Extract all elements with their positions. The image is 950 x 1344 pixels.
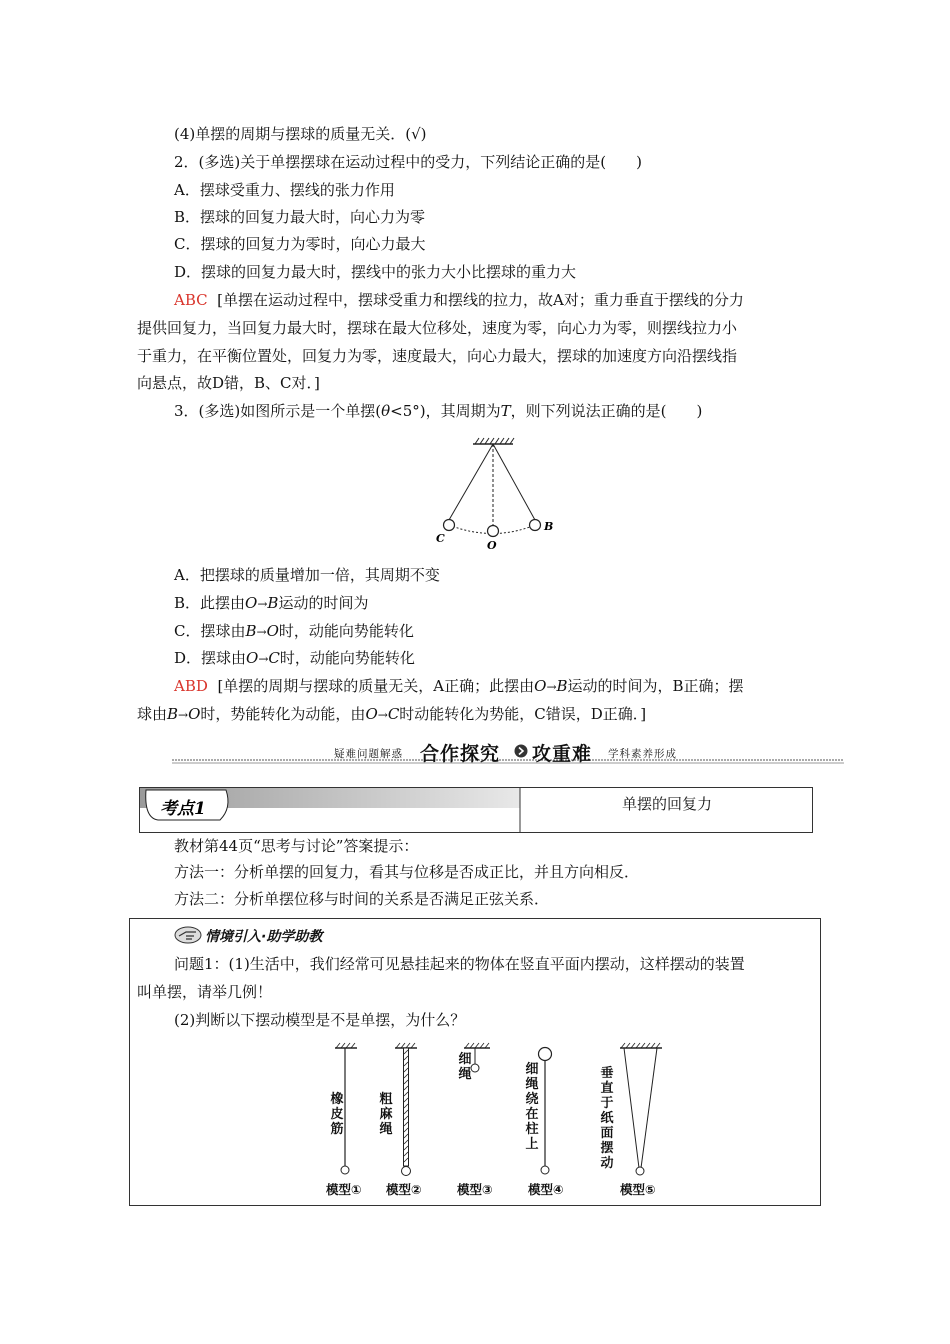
model-1-label: 模型① bbox=[326, 1182, 362, 1197]
q3-exp2-from2: O bbox=[365, 705, 378, 723]
textbook-line2: 方法一：分析单摆的回复力，看其与位移是否成正比，并且方向相反． bbox=[174, 863, 640, 881]
model-3-text: 细绳 bbox=[458, 1052, 472, 1082]
model-4-label: 模型④ bbox=[528, 1182, 564, 1197]
q3-answer: ABD bbox=[174, 677, 208, 695]
q2-answer: ABC bbox=[174, 291, 208, 309]
model-2-drawing bbox=[395, 1043, 417, 1176]
label-o: O bbox=[487, 539, 497, 552]
q3-optc-post: 时，动能向势能转化 bbox=[278, 622, 414, 640]
arrow-icon: → bbox=[257, 597, 268, 611]
q3-optc-pre: C．摆球由 bbox=[174, 622, 246, 640]
q3-period-symbol: T bbox=[500, 402, 511, 420]
q3-exp2-to1: O bbox=[188, 705, 201, 723]
q2-stem: 2．(多选)关于单摆摆球在运动过程中的受力，下列结论正确的是( ) bbox=[174, 153, 642, 171]
arrow-icon: → bbox=[256, 625, 267, 639]
model-2-label: 模型② bbox=[386, 1182, 422, 1197]
model-5-drawing bbox=[620, 1043, 662, 1175]
q3-exp2-a: 球由 bbox=[137, 705, 168, 723]
arrow-icon: → bbox=[546, 680, 557, 694]
kaodian-tag: 考点1 bbox=[160, 799, 206, 819]
arrow-icon: → bbox=[258, 652, 269, 666]
chevron-right-icon bbox=[514, 744, 528, 758]
q3-exp2-from1: B bbox=[167, 705, 179, 723]
bob-o bbox=[488, 526, 499, 537]
model-5-label: 模型⑤ bbox=[620, 1182, 656, 1197]
banner-rule bbox=[172, 758, 844, 766]
banner-title-part2: 攻重难 bbox=[532, 743, 593, 765]
bob-b bbox=[530, 520, 541, 531]
q3-optc-from: B bbox=[245, 622, 257, 640]
q2-option-d: D．摆球的回复力最大时，摆线中的张力大小比摆球的重力大 bbox=[174, 263, 577, 281]
q3-optd-to: C bbox=[268, 649, 280, 667]
arrow-icon: → bbox=[377, 708, 388, 722]
q3-optc-to: O bbox=[266, 622, 279, 640]
kaodian-tag-graphic bbox=[140, 788, 522, 832]
q3-theta: θ bbox=[381, 402, 391, 420]
q2-explanation-line2: 提供回复力，当回复力最大时，摆球在最大位移处，速度为零，向心力为零，则摆线拉力小 bbox=[137, 319, 738, 337]
q3-option-a: A．把摆球的质量增加一倍，其周期不变 bbox=[174, 566, 440, 584]
model-4-text: 细绳绕在柱上 bbox=[525, 1062, 539, 1152]
arrow-icon: → bbox=[178, 708, 189, 722]
q3-exp1-from: O bbox=[534, 677, 547, 695]
q3-exp1-to: B bbox=[556, 677, 568, 695]
model-5-text: 垂直于纸面摆动 bbox=[600, 1066, 614, 1171]
q2-option-a: A．摆球受重力、摆线的张力作用 bbox=[174, 181, 395, 199]
model-4-drawing bbox=[539, 1048, 552, 1175]
label-c: C bbox=[436, 532, 445, 545]
banner-title-part1: 合作探究 bbox=[420, 743, 501, 765]
q3-optd-pre: D．摆球由 bbox=[174, 649, 247, 667]
model-1-text: 橡皮筋 bbox=[330, 1092, 344, 1137]
label-b: B bbox=[544, 520, 554, 533]
q3-option-b bbox=[174, 593, 368, 614]
q3-option-c bbox=[174, 621, 414, 642]
model-2-text: 粗麻绳 bbox=[379, 1092, 393, 1137]
section-banner bbox=[172, 736, 844, 768]
q2-option-c: C．摆球的回复力为零时，向心力最大 bbox=[174, 235, 426, 253]
situation-q1-line1: 问题1：(1)生活中，我们经常可见悬挂起来的物体在竖直平面内摆动，这样摆动的装置 bbox=[174, 955, 745, 973]
pendulum-figure bbox=[430, 432, 570, 557]
q2-explanation-text1: [单摆在运动过程中，摆球受重力和摆线的拉力，故A对；重力垂直于摆线的分力 bbox=[217, 291, 744, 309]
situation-header: 情境引入·助学助教 bbox=[205, 929, 323, 945]
q3-exp2-to2: C bbox=[387, 705, 400, 723]
q3-explanation-line2 bbox=[137, 704, 646, 725]
banner-right-caption: 学科素养形成 bbox=[608, 748, 677, 760]
q3-exp2-c: 时动能转化为势能，C错误，D正确．] bbox=[399, 705, 647, 723]
q3-optb-from: O bbox=[245, 594, 258, 612]
model-3-label: 模型③ bbox=[457, 1182, 493, 1197]
textbook-line1: 教材第44页“思考与讨论”答案提示： bbox=[174, 837, 419, 855]
q3-optb-post: 运动的时间为 bbox=[278, 594, 369, 612]
textbook-line3: 方法二：分析单摆位移与时间的关系是否满足正弦关系． bbox=[174, 890, 550, 908]
q3-stem-mid: <5°)，其周期为 bbox=[390, 402, 501, 420]
situation-q1-line3: (2)判断以下摆动模型是不是单摆，为什么？ bbox=[174, 1011, 466, 1029]
kaodian-title: 单摆的回复力 bbox=[621, 795, 712, 813]
q3-exp1-pre: [单摆的周期与摆球的质量无关，A正确；此摆由 bbox=[217, 677, 535, 695]
q3-explanation-line1 bbox=[174, 676, 744, 697]
q3-stem-pre: 3．(多选)如图所示是一个单摆( bbox=[174, 402, 382, 420]
q3-optb-pre: B．此摆由 bbox=[174, 594, 246, 612]
bob-c bbox=[444, 520, 455, 531]
q3-stem bbox=[174, 401, 702, 421]
pointing-hand-icon bbox=[174, 926, 202, 944]
q2-explanation-line1 bbox=[174, 290, 744, 310]
q3-option-d bbox=[174, 648, 415, 669]
situation-q1-line2: 叫单摆，请举几例！ bbox=[137, 983, 273, 1001]
q3-optd-from: O bbox=[246, 649, 259, 667]
q2-explanation-line3: 于重力，在平衡位置处，回复力为零，速度最大，向心力最大，摆球的加速度方向沿摆线指 bbox=[137, 347, 738, 365]
models-figure bbox=[320, 1040, 670, 1180]
q1-item4: (4)单摆的周期与摆球的质量无关．(√) bbox=[174, 125, 427, 143]
q2-option-b: B．摆球的回复力最大时，向心力为零 bbox=[174, 208, 426, 226]
q3-stem-post: ，则下列说法正确的是( ) bbox=[510, 402, 703, 420]
q3-optd-post: 时，动能向势能转化 bbox=[279, 649, 415, 667]
q3-exp1-post: 运动的时间为，B正确；摆 bbox=[567, 677, 744, 695]
q3-exp2-b: 时，势能转化为动能，由 bbox=[200, 705, 366, 723]
q2-explanation-line4: 向悬点，故D错，B、C对．] bbox=[137, 374, 320, 392]
q3-optb-to: B bbox=[267, 594, 279, 612]
banner-left-caption: 疑难问题解惑 bbox=[334, 748, 403, 760]
